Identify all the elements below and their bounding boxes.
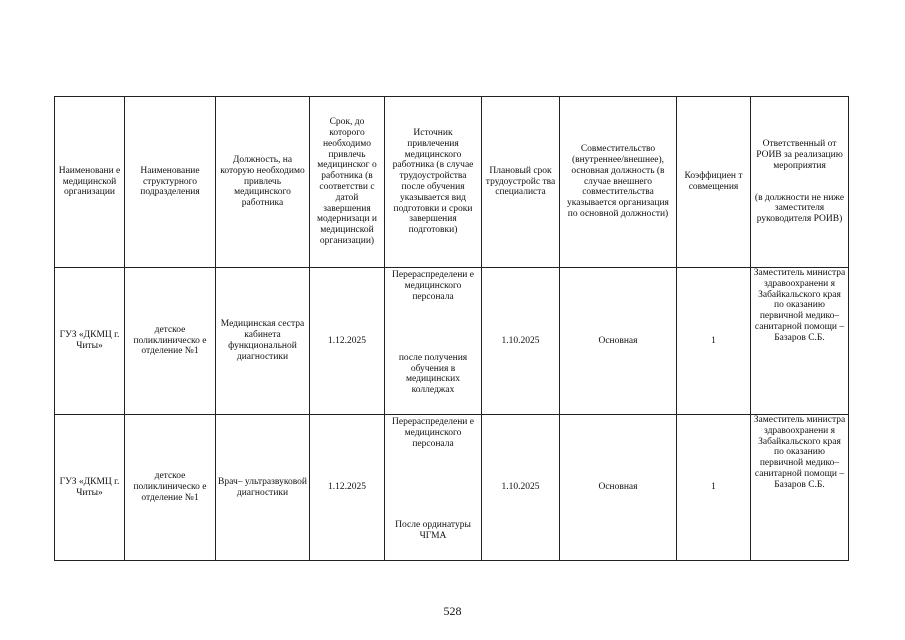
cell-position: Медицинская сестра кабинета функциональной диагностики bbox=[216, 268, 310, 415]
header-responsible bbox=[751, 97, 849, 268]
staffing-table bbox=[54, 96, 849, 561]
cell-source-detail: После ординатуры ЧГМА bbox=[395, 520, 471, 542]
header-combination: Совместительство (внутреннее/внешнее), основная должность (в случае внешнего совместительства указывается организация по основной должности) bbox=[560, 97, 677, 268]
header-position: Должность, на которую необходимо привлечь медицинского работника bbox=[216, 97, 310, 268]
cell-org: ГУЗ «ДКМЦ г. Читы» bbox=[55, 415, 125, 561]
header-deadline: Срок, до которого необходимо привлечь медицинског о работника (в соответстви с датой завершения модернизаци и медицинской организации) bbox=[310, 97, 385, 268]
header-responsible-note: (в должности не ниже заместителя руководителя РОИВ) bbox=[754, 192, 845, 225]
cell-planned: 1.10.2025 bbox=[482, 268, 560, 415]
cell-org: ГУЗ «ДКМЦ г. Читы» bbox=[55, 268, 125, 415]
cell-source bbox=[385, 415, 482, 561]
header-coefficient: Коэффициен т совмещения bbox=[677, 97, 751, 268]
header-unit: Наименование структурного подразделения bbox=[125, 97, 216, 268]
header-planned: Плановый срок трудоустройс тва специалиста bbox=[482, 97, 560, 268]
cell-deadline: 1.12.2025 bbox=[310, 268, 385, 415]
cell-responsible: Заместитель министра здравоохранени я Забайкальского края по оказанию первичной медико– санитарной помощи – Базаров С.Б. bbox=[751, 268, 849, 415]
header-org: Наименовани е медицинской организации bbox=[55, 97, 125, 268]
cell-source bbox=[385, 268, 482, 415]
cell-coefficient: 1 bbox=[677, 415, 751, 561]
cell-planned: 1.10.2025 bbox=[482, 415, 560, 561]
header-source: Источник привлечения медицинского работника (в случае трудоустройства после обучения указывается вид подготовки и сроки завершения подготовки) bbox=[385, 97, 482, 268]
cell-unit: детское поликлиническо е отделение №1 bbox=[125, 268, 216, 415]
cell-coefficient: 1 bbox=[677, 268, 751, 415]
header-responsible-title: Ответственный от РОИВ за реализацию мероприятия bbox=[756, 139, 843, 171]
cell-deadline: 1.12.2025 bbox=[310, 415, 385, 561]
cell-source-type: Перераспределени е медицинского персонала bbox=[392, 417, 474, 449]
cell-combination: Основная bbox=[560, 268, 677, 415]
page-number: 528 bbox=[443, 604, 462, 618]
cell-responsible: Заместитель министра здравоохранени я Забайкальского края по оказанию первичной медико– санитарной помощи – Базаров С.Б. bbox=[751, 415, 849, 561]
table-row bbox=[55, 415, 849, 561]
cell-source-detail: после получения обучения в медицинских колледжах bbox=[398, 352, 468, 396]
cell-combination: Основная bbox=[560, 415, 677, 561]
table-header-row bbox=[55, 97, 849, 268]
cell-unit: детское поликлиническо е отделение №1 bbox=[125, 415, 216, 561]
cell-source-type: Перераспределени е медицинского персонала bbox=[392, 270, 474, 302]
table-row bbox=[55, 268, 849, 415]
cell-position: Врач– ультразвуковой диагностики bbox=[216, 415, 310, 561]
